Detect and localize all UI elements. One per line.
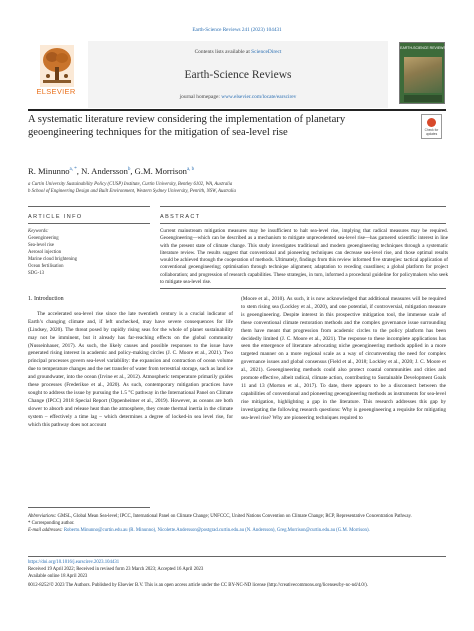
license-text: 0012-8252/© 2023 The Authors. Published by Elsevier B.V. This is an open access article under the CC BY-NC-ND license (http://creativecommons.org/licenses/by-nc-nd/4.0/).: [28, 583, 368, 588]
check-for-updates-badge[interactable]: [421, 114, 442, 139]
article-title: A systematic literature review considering the implementation of planetary geoengineering techniques for the mitigation of sea-level rise: [28, 114, 346, 138]
homepage-link[interactable]: www.elsevier.com/locate/earscirev: [221, 94, 297, 100]
footnote-rule: [28, 507, 150, 508]
elsevier-tree-icon: [40, 45, 74, 87]
email-footnote: [28, 527, 446, 534]
abbreviations-footnote: [28, 513, 446, 520]
badge-line-2: updates: [425, 132, 438, 136]
author-name[interactable]: N. Andersson: [81, 166, 128, 176]
keyword: Ocean fertilisation: [28, 264, 64, 269]
cover-image: [404, 57, 442, 93]
author-separator: ,: [76, 166, 82, 176]
author-name[interactable]: G.M. Morrison: [134, 166, 187, 176]
abstract-label: ABSTRACT: [160, 214, 201, 220]
body-paragraph: (Moore et al., 2010). As such, it is now acknowledged that additional measures will be required to stem rising sea (Lockley et al., 2020), and one potential, if controversial, mitigation measure is geoengineering. Despite interest in this prospective mitigation tool, the immense scale of these conventional climate restoration methods and the complex governance issue surrounding them have meant that progression from academic circles to the policy platform has been decidedly limited (J. C. Moore et al., 2021). The response to these incomplete applications has seen the emergence of literature advocating niche geoengineering methods applied in a more targeted manner on a more regional scale as a way of circumventing the need for complex governance issues and global consensus (Field et al., 2018; Lockley et al., 2020; J. C. Moore et al., 2021). Geoengineering methods could also protect coastal communities and cities and promote effective, albeit radical, climate action, contributing to Sustainable Development Goals 11 and 13 (Morton et al., 2017). To date, there appears to be a disconnect between the capabilities of conventional and pioneering geoengineering methods as instruments for sea-level rise mitigation, highlighting a gap in the literature. This research addresses this gap by investigating the following research questions: Why is geoengineering a requisite for mitigating sea-level rise? Why are pioneering techniques required to: [241, 296, 446, 421]
badge-line-1: Check for: [424, 128, 439, 132]
email-label: E-mail addresses:: [28, 528, 63, 533]
corresponding-author-note: * Corresponding author.: [28, 521, 75, 526]
abstract-top-rule: [160, 223, 446, 224]
abstract-text: Current mainstream mitigation measures may be insufficient to halt sea-level rise, implying that radical measures may be required. Geoengineering—which can be described as a mechanism to mitigate unprecedented sea-level rise—has garnered scientific interest in line with the present state of climate change. This study investigates traditional and modern geoengineering techniques through a systematic literature review. The results suggest that conventional and pioneering techniques can decrease sea-level rise, and those optimal results would be achieved through the cooperation of methods. Ultimately, findings from this review informed five strategies: tactical application of conventional geoengineering; optimisation through technique alignment; adaptation to receding coastlines; a global platform for project collaboration; and progression of research capabilities. These strategies, in turn, informed a procedural guideline for policymakers who seek to mitigate sea-level rise.: [160, 228, 448, 286]
journal-cover-thumbnail[interactable]: [399, 42, 445, 104]
journal-header: [28, 41, 446, 108]
keyword: SDG-13: [28, 271, 44, 276]
body-paragraph: The accelerated sea-level rise since the late twentieth century is a crucial indicator of Earth’s changing climate and, if left unchecked, may have severe consequences for life (Lindsey, 2020). The threat posed by rapidly rising seas for the whole of planet sustainability may not be imminent, but it already has far-reaching effects on the global community (Nusseinhauer, 2017). As such, the likely causes and possible responses to the issue have generated rising interest in academic and policy-making circles (J. C. Moore et al., 2021). Two principal processes govern sea-level variability: the expansion and contraction of ocean volume due to temperature changes and the net transfer of water from terrestrial storage, such as land ice and groundwater, into the ocean (Irvine et al., 2012). Atmospheric temperature primarily guides these processes (Frederikse et al., 2020). As such, contemporary mitigation practices have sought to address the issue by pursuing the 1.5 °C pathway in the International Panel on Climate Change (IPCC) 2018 Special Report (Oppenheimer et al., 2019). However, as oceans are both slower to absorb and release heat than the atmosphere, they create thermal inertia in the climate system – effectively a time lag – which determines a degree of locked-in sea level rise, for which this pathway does not account: [28, 310, 233, 428]
abstract-bottom-rule: [160, 288, 446, 289]
available-online: Available online 18 April 2023: [28, 574, 88, 579]
author-affiliation-marker[interactable]: b: [127, 167, 131, 173]
received-dates: Received 19 April 2022; Received in revised form 23 March 2023; Accepted 16 April 2023: [28, 567, 204, 572]
sciencedirect-link[interactable]: ScienceDirect: [251, 49, 282, 55]
abstract-rule: [160, 206, 446, 207]
keyword: Sea-level rise: [28, 243, 54, 248]
keywords-rule: [28, 223, 150, 224]
elsevier-wordmark: ELSEVIER: [36, 87, 76, 96]
elsevier-logo[interactable]: [28, 41, 84, 108]
section-heading: 1. Introduction: [28, 296, 64, 302]
abbreviations-text: GMSL, Global Mean Sea-level; IPCC, International Panel on Climate Change; UNFCCC, United Nations Convention on Climate Change; RCP, Representative Concentration Pathway.: [57, 514, 412, 519]
introduction-left-column: [28, 296, 233, 430]
updates-icon: [427, 118, 436, 127]
keyword: Aerosol injection: [28, 250, 62, 255]
journal-reference[interactable]: Earth-Science Reviews 241 (2023) 104431: [192, 27, 282, 33]
homepage-prefix: journal homepage:: [179, 94, 222, 100]
contents-line: [88, 49, 388, 55]
introduction-right-column: [241, 296, 446, 423]
badge-text: [422, 128, 441, 136]
cover-bar: [404, 95, 442, 102]
footnotes: [28, 513, 446, 534]
meta-rule: [28, 556, 446, 557]
journal-homepage: [88, 94, 388, 100]
keyword: Marine cloud brightening: [28, 257, 78, 262]
journal-title: Earth-Science Reviews: [184, 69, 292, 81]
contents-prefix: Contents lists available at: [194, 49, 252, 55]
header-rule: [28, 109, 446, 111]
keyword: Geoengineering: [28, 236, 59, 241]
cover-title: EARTH-SCIENCE REVIEWS: [400, 46, 446, 50]
doi-link[interactable]: [28, 559, 446, 566]
masthead-panel: [88, 41, 388, 108]
keywords-heading: Keywords:: [28, 229, 49, 234]
author-affiliation-marker[interactable]: a, b: [186, 167, 195, 173]
doi-text[interactable]: https://doi.org/10.1016/j.earscirev.2023.104431: [28, 560, 120, 565]
affiliation: a Curtin University Sustainability Policy (CUSP) Institute, Curtin University, Bentley 6102, WA, Australia: [28, 182, 233, 187]
affiliation: b School of Engineering Design and Built Environment, Western Sydney University, Penrith, NSW, Australia: [28, 189, 236, 194]
abbreviations-label: Abbreviations:: [28, 514, 57, 519]
author-name[interactable]: R. Minunno: [28, 166, 70, 176]
author-separator: ,: [130, 166, 135, 176]
article-info-rule: [28, 206, 150, 207]
author-list: [28, 166, 194, 176]
author-emails[interactable]: Roberto.Minunno@curtin.edu.au (R. Minunno), Nicolette.Andersson@postgrad.curtin.edu.au (N. Andersson), Greg.Morrison@curtin.edu.au (G.M. Morrison).: [63, 528, 370, 533]
author-affiliation-marker[interactable]: a, *: [69, 167, 77, 173]
article-info-label: ARTICLE INFO: [28, 214, 83, 220]
